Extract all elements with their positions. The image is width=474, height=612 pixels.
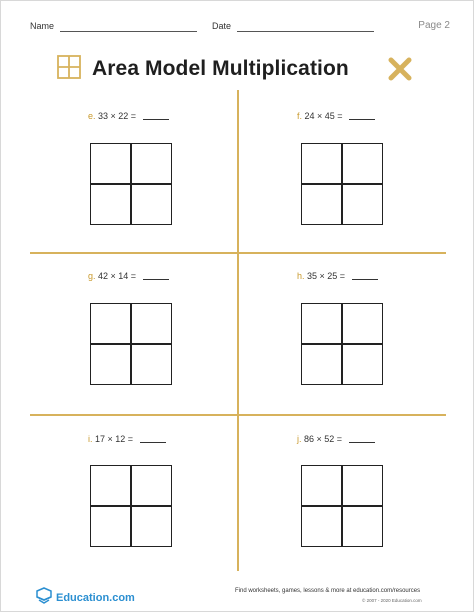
problem-h bbox=[297, 271, 378, 281]
logo-text: Education.com bbox=[56, 592, 135, 604]
problem-expression: 35 × 25 = bbox=[307, 271, 346, 281]
footer-copyright: © 2007 - 2020 Education.com bbox=[362, 598, 422, 603]
problem-letter: f. bbox=[297, 111, 303, 121]
x-icon bbox=[388, 57, 412, 81]
answer-blank[interactable] bbox=[143, 119, 169, 120]
page-title: Area Model Multiplication bbox=[92, 57, 349, 80]
problem-e bbox=[88, 111, 169, 121]
name-label: Name bbox=[30, 21, 55, 31]
name-field[interactable] bbox=[60, 31, 197, 32]
area-model-box[interactable] bbox=[90, 143, 172, 225]
problem-f bbox=[297, 111, 375, 121]
horizontal-divider bbox=[30, 414, 446, 416]
problem-expression: 17 × 12 = bbox=[95, 434, 134, 444]
problem-expression: 33 × 22 = bbox=[98, 111, 137, 121]
problem-g bbox=[88, 271, 169, 281]
page-number: Page 2 bbox=[418, 20, 450, 31]
answer-blank[interactable] bbox=[352, 279, 378, 280]
date-label: Date bbox=[212, 21, 232, 31]
answer-blank[interactable] bbox=[349, 442, 375, 443]
problem-expression: 42 × 14 = bbox=[98, 271, 137, 281]
problem-expression: 86 × 52 = bbox=[304, 434, 343, 444]
horizontal-divider bbox=[30, 252, 446, 254]
area-model-box[interactable] bbox=[90, 465, 172, 547]
grid-icon bbox=[57, 55, 81, 79]
date-field[interactable] bbox=[237, 31, 374, 32]
area-model-box[interactable] bbox=[301, 465, 383, 547]
problem-i bbox=[88, 434, 166, 444]
vertical-divider bbox=[237, 90, 239, 571]
area-model-box[interactable] bbox=[301, 143, 383, 225]
title-bar bbox=[0, 50, 474, 86]
problem-letter: j. bbox=[297, 434, 302, 444]
problem-letter: h. bbox=[297, 271, 305, 281]
problem-letter: i. bbox=[88, 434, 93, 444]
answer-blank[interactable] bbox=[143, 279, 169, 280]
problem-expression: 24 × 45 = bbox=[304, 111, 343, 121]
answer-blank[interactable] bbox=[140, 442, 166, 443]
footer-note: Find worksheets, games, lessons & more at education.com/resources bbox=[235, 588, 421, 594]
area-model-box[interactable] bbox=[301, 303, 383, 385]
problem-letter: e. bbox=[88, 111, 96, 121]
education-logo-icon bbox=[35, 587, 53, 605]
answer-blank[interactable] bbox=[349, 119, 375, 120]
area-model-box[interactable] bbox=[90, 303, 172, 385]
problem-letter: g. bbox=[88, 271, 96, 281]
problem-j bbox=[297, 434, 375, 444]
